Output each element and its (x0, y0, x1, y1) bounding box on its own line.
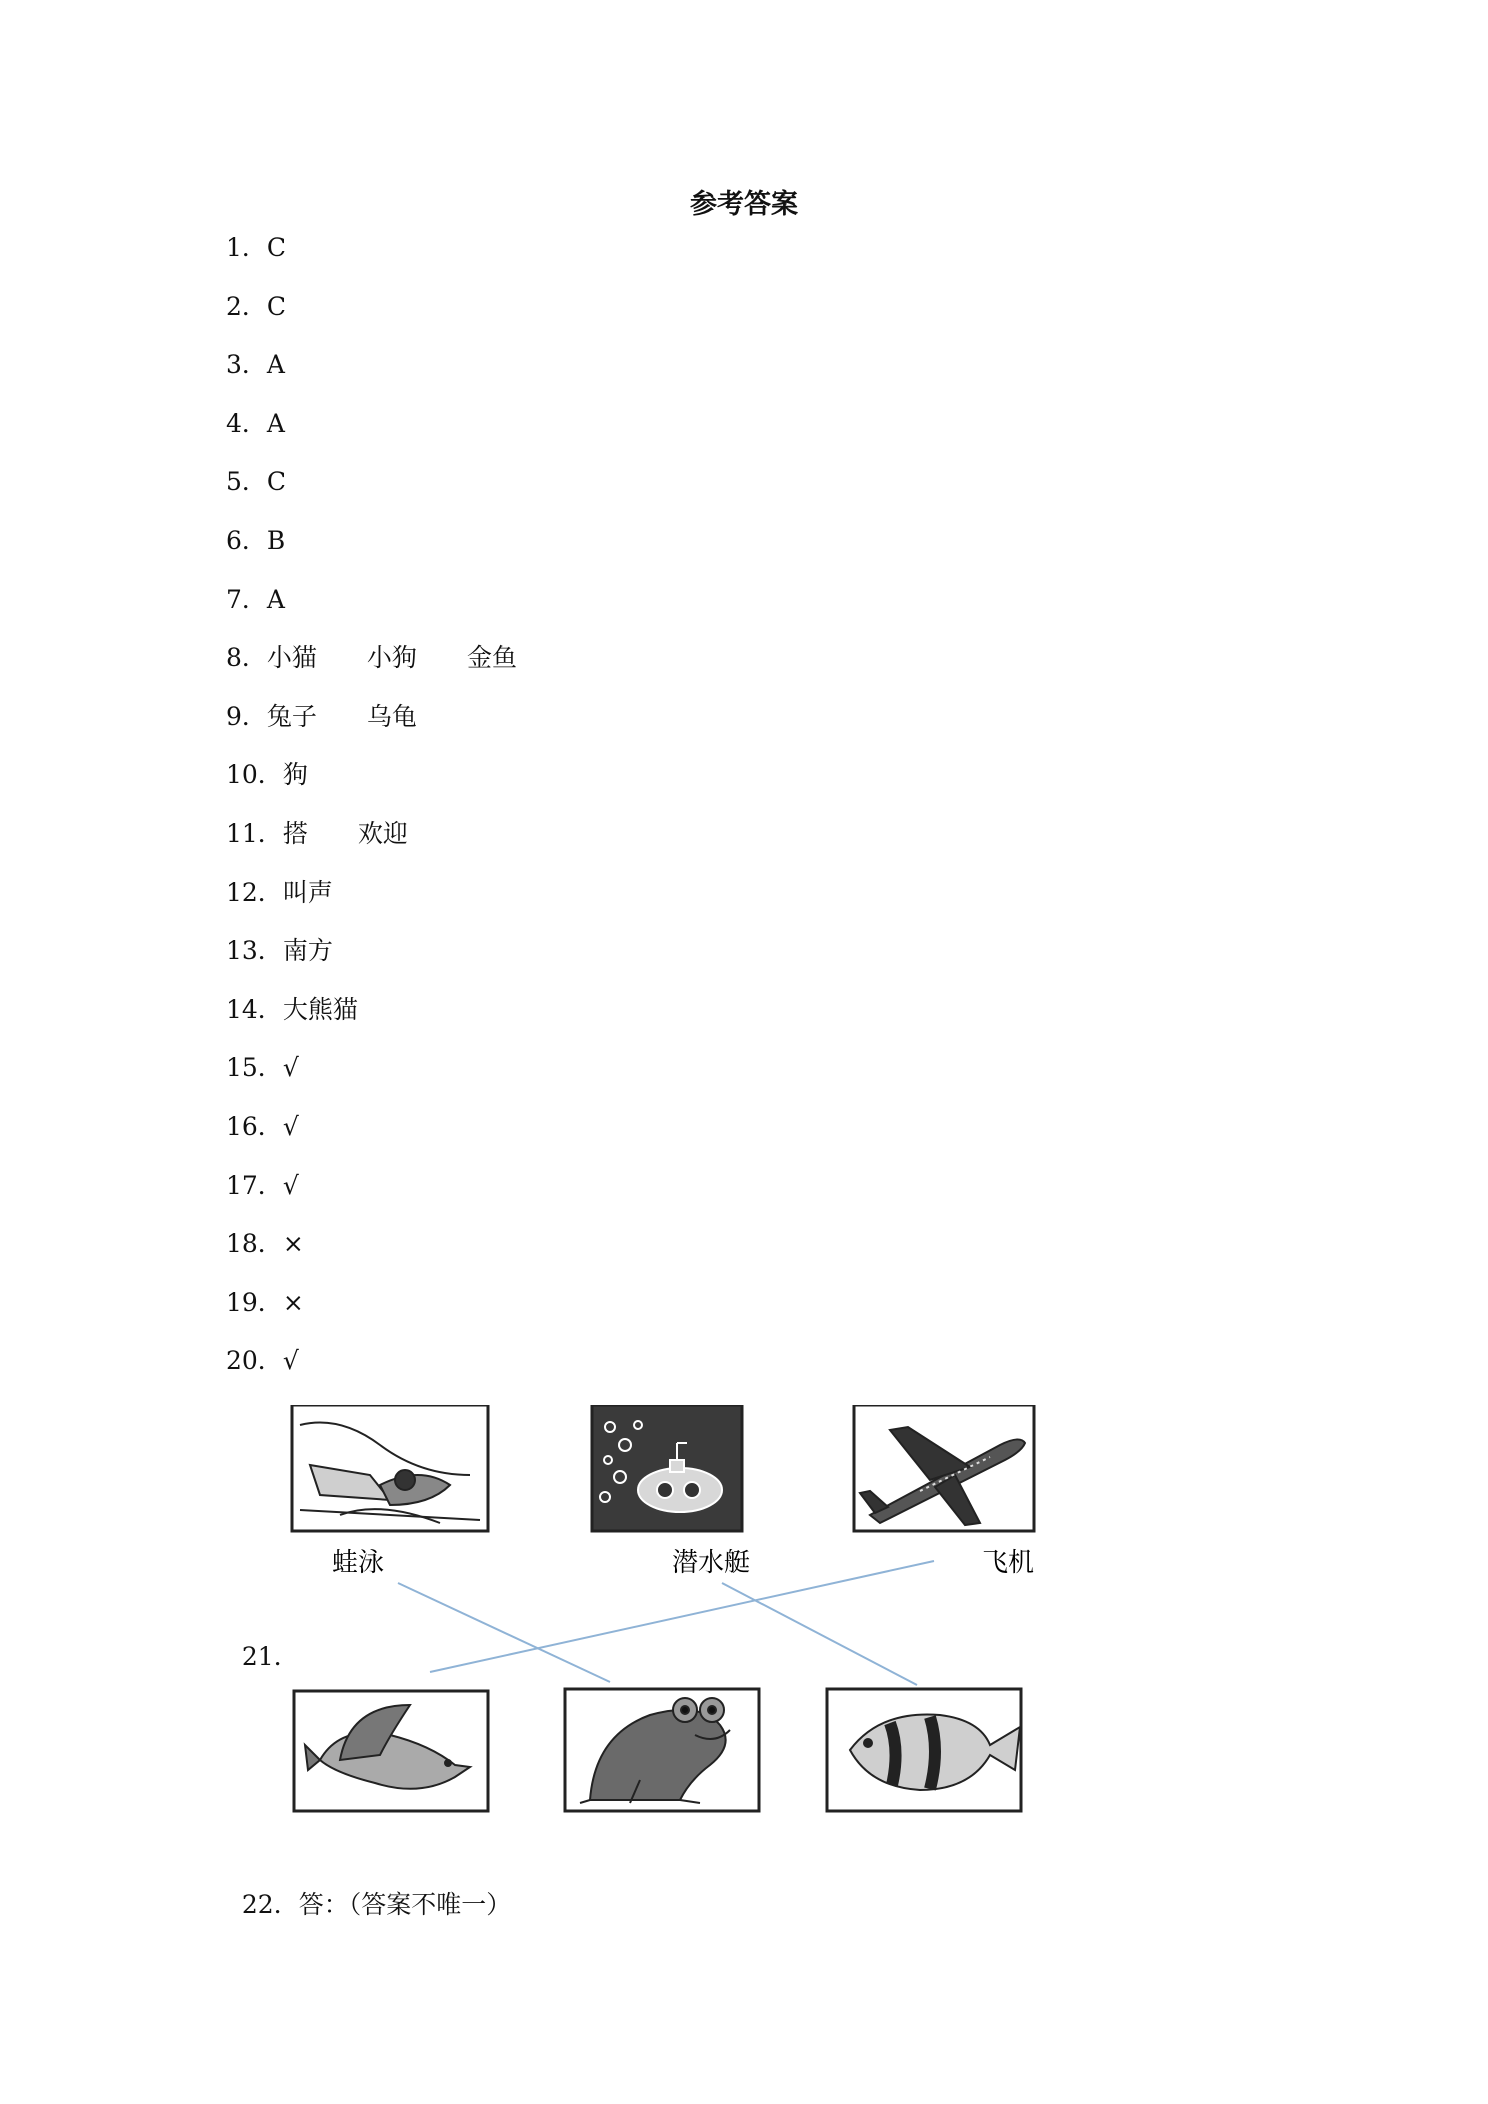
answer-value: A (266, 350, 285, 379)
answer-number: 8． (226, 643, 267, 672)
frog-image (565, 1689, 759, 1811)
answer-number: 2． (226, 292, 267, 321)
airplane-image (854, 1405, 1034, 1531)
answer-number: 15． (226, 1053, 283, 1082)
page-title: 参考答案 (690, 189, 798, 220)
answer-value: 欢迎 (357, 819, 408, 848)
answer-value: C (266, 292, 287, 321)
answer-row (226, 1053, 299, 1083)
answer-row (226, 409, 285, 439)
answer-row (226, 526, 285, 556)
answer-row (226, 467, 286, 497)
answer-row (226, 819, 408, 849)
answer-value: 兔子 (266, 702, 317, 731)
answer-row (226, 1112, 299, 1142)
answer-value: 小猫 (266, 643, 317, 672)
answer-value: 答：（答案不唯一） (298, 1890, 512, 1919)
answer-number: 19． (226, 1288, 283, 1317)
answer-number: 11． (226, 819, 283, 848)
matching-figure (280, 1405, 1060, 1835)
answer-value: √ (282, 1346, 299, 1375)
answer-value: × (282, 1288, 304, 1317)
answer-value: 狗 (282, 760, 308, 789)
answer-number: 12． (226, 878, 283, 907)
answer-row (226, 1346, 299, 1376)
answer-value: C (266, 233, 287, 262)
answer-value: 大熊猫 (282, 995, 358, 1024)
answer-number: 22． (241, 1890, 299, 1919)
answer-number: 17． (226, 1171, 283, 1200)
answer-number: 13． (226, 936, 283, 965)
answer-value: √ (282, 1112, 299, 1141)
answer-number: 6． (226, 526, 267, 555)
answer-value: A (266, 585, 285, 614)
answer-row (226, 995, 358, 1025)
bird-image (294, 1691, 488, 1811)
answer-number: 16． (226, 1112, 283, 1141)
answer-row (226, 878, 333, 908)
answer-row (226, 233, 286, 263)
answer-number: 7． (226, 585, 267, 614)
fish-image (827, 1689, 1021, 1811)
answer-row (226, 1229, 304, 1259)
answer-row (226, 292, 286, 322)
answer-value: 叫声 (282, 878, 333, 907)
answer-row (226, 760, 308, 790)
match-line-swimming-frog (398, 1583, 610, 1682)
answer-number: 9． (226, 702, 267, 731)
answer-row (226, 350, 285, 380)
answer-number: 3． (226, 350, 267, 379)
answer-number: 1． (226, 233, 267, 262)
answer-number: 18． (226, 1229, 283, 1258)
answer-value: 南方 (282, 936, 333, 965)
caption-submarine: 潜水艇 (672, 1548, 751, 1578)
answer-row (226, 1171, 299, 1201)
answer-value: C (266, 467, 287, 496)
answer-row (226, 643, 517, 673)
answer-number: 14． (226, 995, 283, 1024)
answer-row (226, 585, 285, 615)
swimmer-image (292, 1405, 488, 1531)
answer-value: √ (282, 1171, 299, 1200)
answer-number: 10． (226, 760, 283, 789)
answer-value: × (282, 1229, 304, 1258)
answer-number: 20． (226, 1346, 283, 1375)
answer-number: 4． (226, 409, 267, 438)
answer-value: 搭 (282, 819, 308, 848)
answer-value: 金鱼 (466, 643, 517, 672)
answer-row (226, 936, 333, 966)
answer-number: 5． (226, 467, 267, 496)
answer-value: 乌龟 (366, 702, 417, 731)
answer-row (226, 702, 417, 732)
answer-value: B (266, 526, 286, 555)
answer-22 (226, 1860, 511, 1920)
caption-swimming: 蛙泳 (332, 1548, 385, 1578)
answer-value: 小狗 (366, 643, 417, 672)
answer-number: 21． (241, 1642, 299, 1671)
answer-row (226, 1288, 304, 1318)
submarine-image (592, 1405, 742, 1531)
answer-value: A (266, 409, 285, 438)
answer-value: √ (282, 1053, 299, 1082)
caption-airplane: 飞机 (982, 1548, 1035, 1578)
match-line-submarine-fish (722, 1583, 917, 1685)
